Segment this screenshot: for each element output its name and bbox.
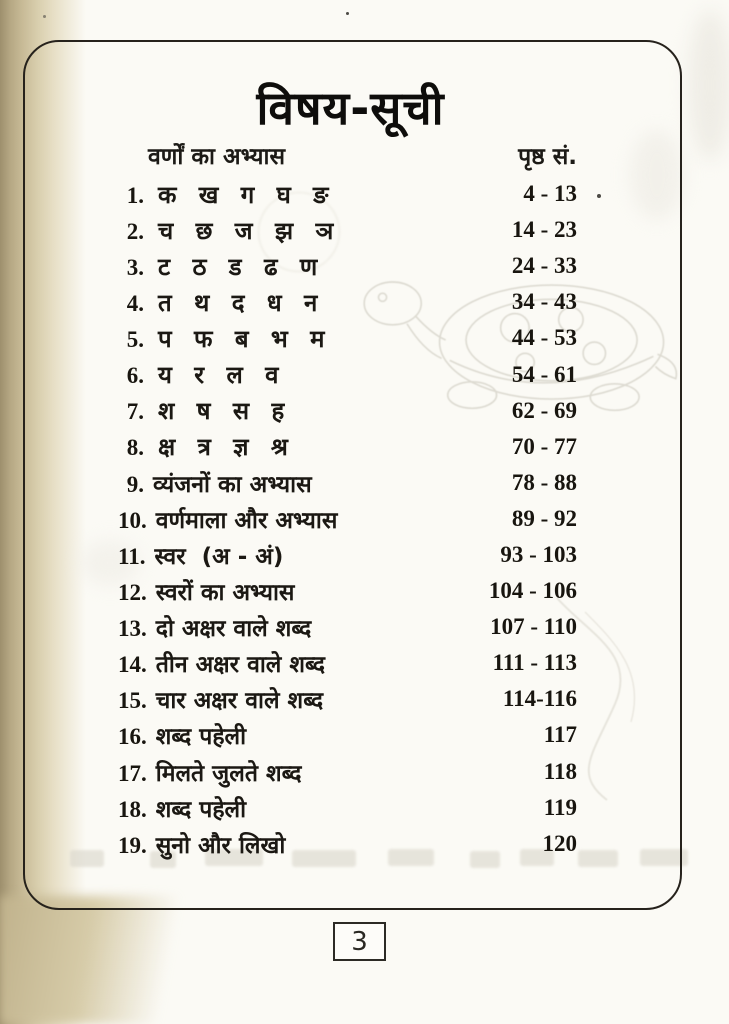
toc-row-left	[118, 719, 246, 751]
toc-row-left	[118, 792, 246, 824]
toc-row-number: 16.	[118, 724, 147, 750]
toc-row-number: 17.	[118, 760, 147, 786]
toc-row-pages: 89 - 92	[511, 505, 577, 531]
table-of-contents	[118, 139, 577, 862]
scan-smudge	[688, 10, 729, 160]
toc-row-label: स्वर (अ - अं)	[154, 543, 284, 570]
toc-header	[118, 139, 577, 169]
toc-row-label: व्यंजनों का अभ्यास	[153, 471, 312, 498]
page-number: 3	[351, 926, 368, 957]
toc-row-label: क्ष त्र ज्ञ श्र	[158, 433, 288, 462]
scan-speck	[43, 15, 46, 18]
toc-row-label: श ष स ह	[158, 397, 285, 426]
toc-row-number: 19.	[118, 832, 147, 858]
toc-row-number: 5.	[126, 326, 144, 352]
toc-row	[118, 212, 577, 248]
toc-row-left	[118, 394, 284, 427]
toc-row-pages: 111 - 113	[492, 650, 577, 676]
toc-row-label: त थ द ध न	[158, 288, 318, 317]
toc-row-label: तीन अक्षर वाले शब्द	[155, 652, 325, 679]
toc-row	[118, 429, 577, 465]
toc-row-pages: 4 - 13	[523, 181, 577, 207]
toc-row-number: 12.	[118, 580, 147, 606]
toc-row-number: 4.	[126, 290, 144, 316]
toc-row	[118, 537, 577, 573]
toc-row-pages: 70 - 77	[511, 433, 577, 459]
toc-row-label: सुनो और लिखो	[155, 832, 286, 859]
toc-row-left	[118, 683, 323, 715]
toc-row-pages: 54 - 61	[511, 361, 577, 387]
toc-row-label: शब्द पहेली	[155, 796, 247, 823]
toc-row-left	[118, 250, 317, 283]
toc-row-pages: 117	[543, 722, 577, 748]
toc-row-left	[118, 178, 328, 211]
toc-row-left	[118, 358, 278, 391]
page-number-box	[333, 922, 386, 961]
toc-row-pages: 107 - 110	[490, 614, 577, 640]
toc-row-pages: 34 - 43	[511, 289, 577, 315]
toc-row-left	[118, 611, 311, 643]
toc-row-pages: 24 - 33	[511, 253, 577, 279]
toc-row-number: 6.	[126, 363, 144, 389]
toc-row-label: ट ठ ड ढ ण	[158, 252, 318, 281]
toc-row	[118, 790, 577, 826]
toc-row	[118, 248, 577, 284]
toc-row-left	[118, 503, 337, 535]
toc-page-col-heading: पृष्ठ सं.	[518, 144, 577, 170]
toc-row-pages: 120	[542, 830, 577, 856]
toc-row-number: 3.	[126, 254, 144, 280]
toc-row	[118, 717, 577, 753]
toc-row-pages: 104 - 106	[488, 578, 577, 604]
toc-row-pages: 78 - 88	[511, 469, 577, 495]
toc-row-pages: 118	[543, 758, 577, 784]
toc-row-number: 18.	[118, 796, 147, 822]
toc-row-left	[118, 322, 325, 355]
toc-row	[118, 176, 577, 212]
toc-row-left	[118, 756, 301, 788]
toc-row-pages: 62 - 69	[511, 397, 577, 423]
toc-row-left	[118, 430, 288, 463]
scan-speck	[346, 12, 349, 15]
toc-row	[118, 826, 577, 862]
toc-list	[118, 176, 577, 862]
toc-section-heading: वर्णों का अभ्यास	[148, 144, 285, 170]
toc-row-left	[118, 828, 285, 860]
toc-row-label: वर्णमाला और अभ्यास	[155, 507, 338, 534]
toc-row-number: 15.	[118, 688, 147, 714]
toc-row-number: 10.	[118, 507, 147, 533]
toc-row-label: शब्द पहेली	[155, 724, 247, 751]
page-curl-shadow	[0, 896, 190, 1024]
toc-row-label: दो अक्षर वाले शब्द	[155, 616, 312, 643]
toc-row-label: प फ ब भ म	[158, 324, 325, 353]
toc-row-number: 2.	[126, 218, 144, 244]
toc-row-pages: 14 - 23	[511, 217, 577, 243]
toc-row-pages: 44 - 53	[511, 325, 577, 351]
toc-row	[118, 681, 577, 717]
toc-row	[118, 284, 577, 320]
toc-row-pages: 119	[543, 794, 577, 820]
toc-row	[118, 320, 577, 356]
toc-row-label: य र ल व	[158, 361, 279, 390]
toc-row-left	[118, 647, 325, 679]
toc-row	[118, 356, 577, 392]
toc-row-number: 7.	[126, 399, 144, 425]
scan-speck	[597, 194, 601, 198]
toc-row	[118, 645, 577, 681]
toc-row-left	[118, 575, 294, 607]
toc-row-label: मिलते जुलते शब्द	[155, 760, 302, 787]
toc-row-number: 1.	[126, 182, 144, 208]
toc-row	[118, 609, 577, 645]
toc-row-left	[118, 467, 312, 499]
toc-row-pages: 114-116	[502, 686, 577, 712]
toc-row-label: स्वरों का अभ्यास	[155, 580, 295, 607]
toc-row-label: चार अक्षर वाले शब्द	[155, 688, 324, 715]
toc-row-label: च छ ज झ ञ	[158, 216, 334, 245]
toc-row	[118, 501, 577, 537]
toc-row-number: 14.	[118, 652, 147, 678]
toc-row-number: 11.	[118, 543, 146, 569]
toc-row-label: क ख ग घ ङ	[158, 180, 329, 209]
toc-row-left	[118, 214, 333, 247]
toc-row	[118, 465, 577, 501]
toc-row-number: 9.	[126, 471, 144, 497]
toc-row-pages: 93 - 103	[500, 541, 577, 567]
page-title: विषय-सूची	[256, 81, 445, 135]
toc-row-left	[118, 539, 283, 571]
toc-row	[118, 754, 577, 790]
toc-row	[118, 393, 577, 429]
toc-row-left	[118, 286, 317, 319]
toc-row-number: 8.	[126, 435, 144, 461]
toc-row-number: 13.	[118, 616, 147, 642]
toc-row	[118, 573, 577, 609]
